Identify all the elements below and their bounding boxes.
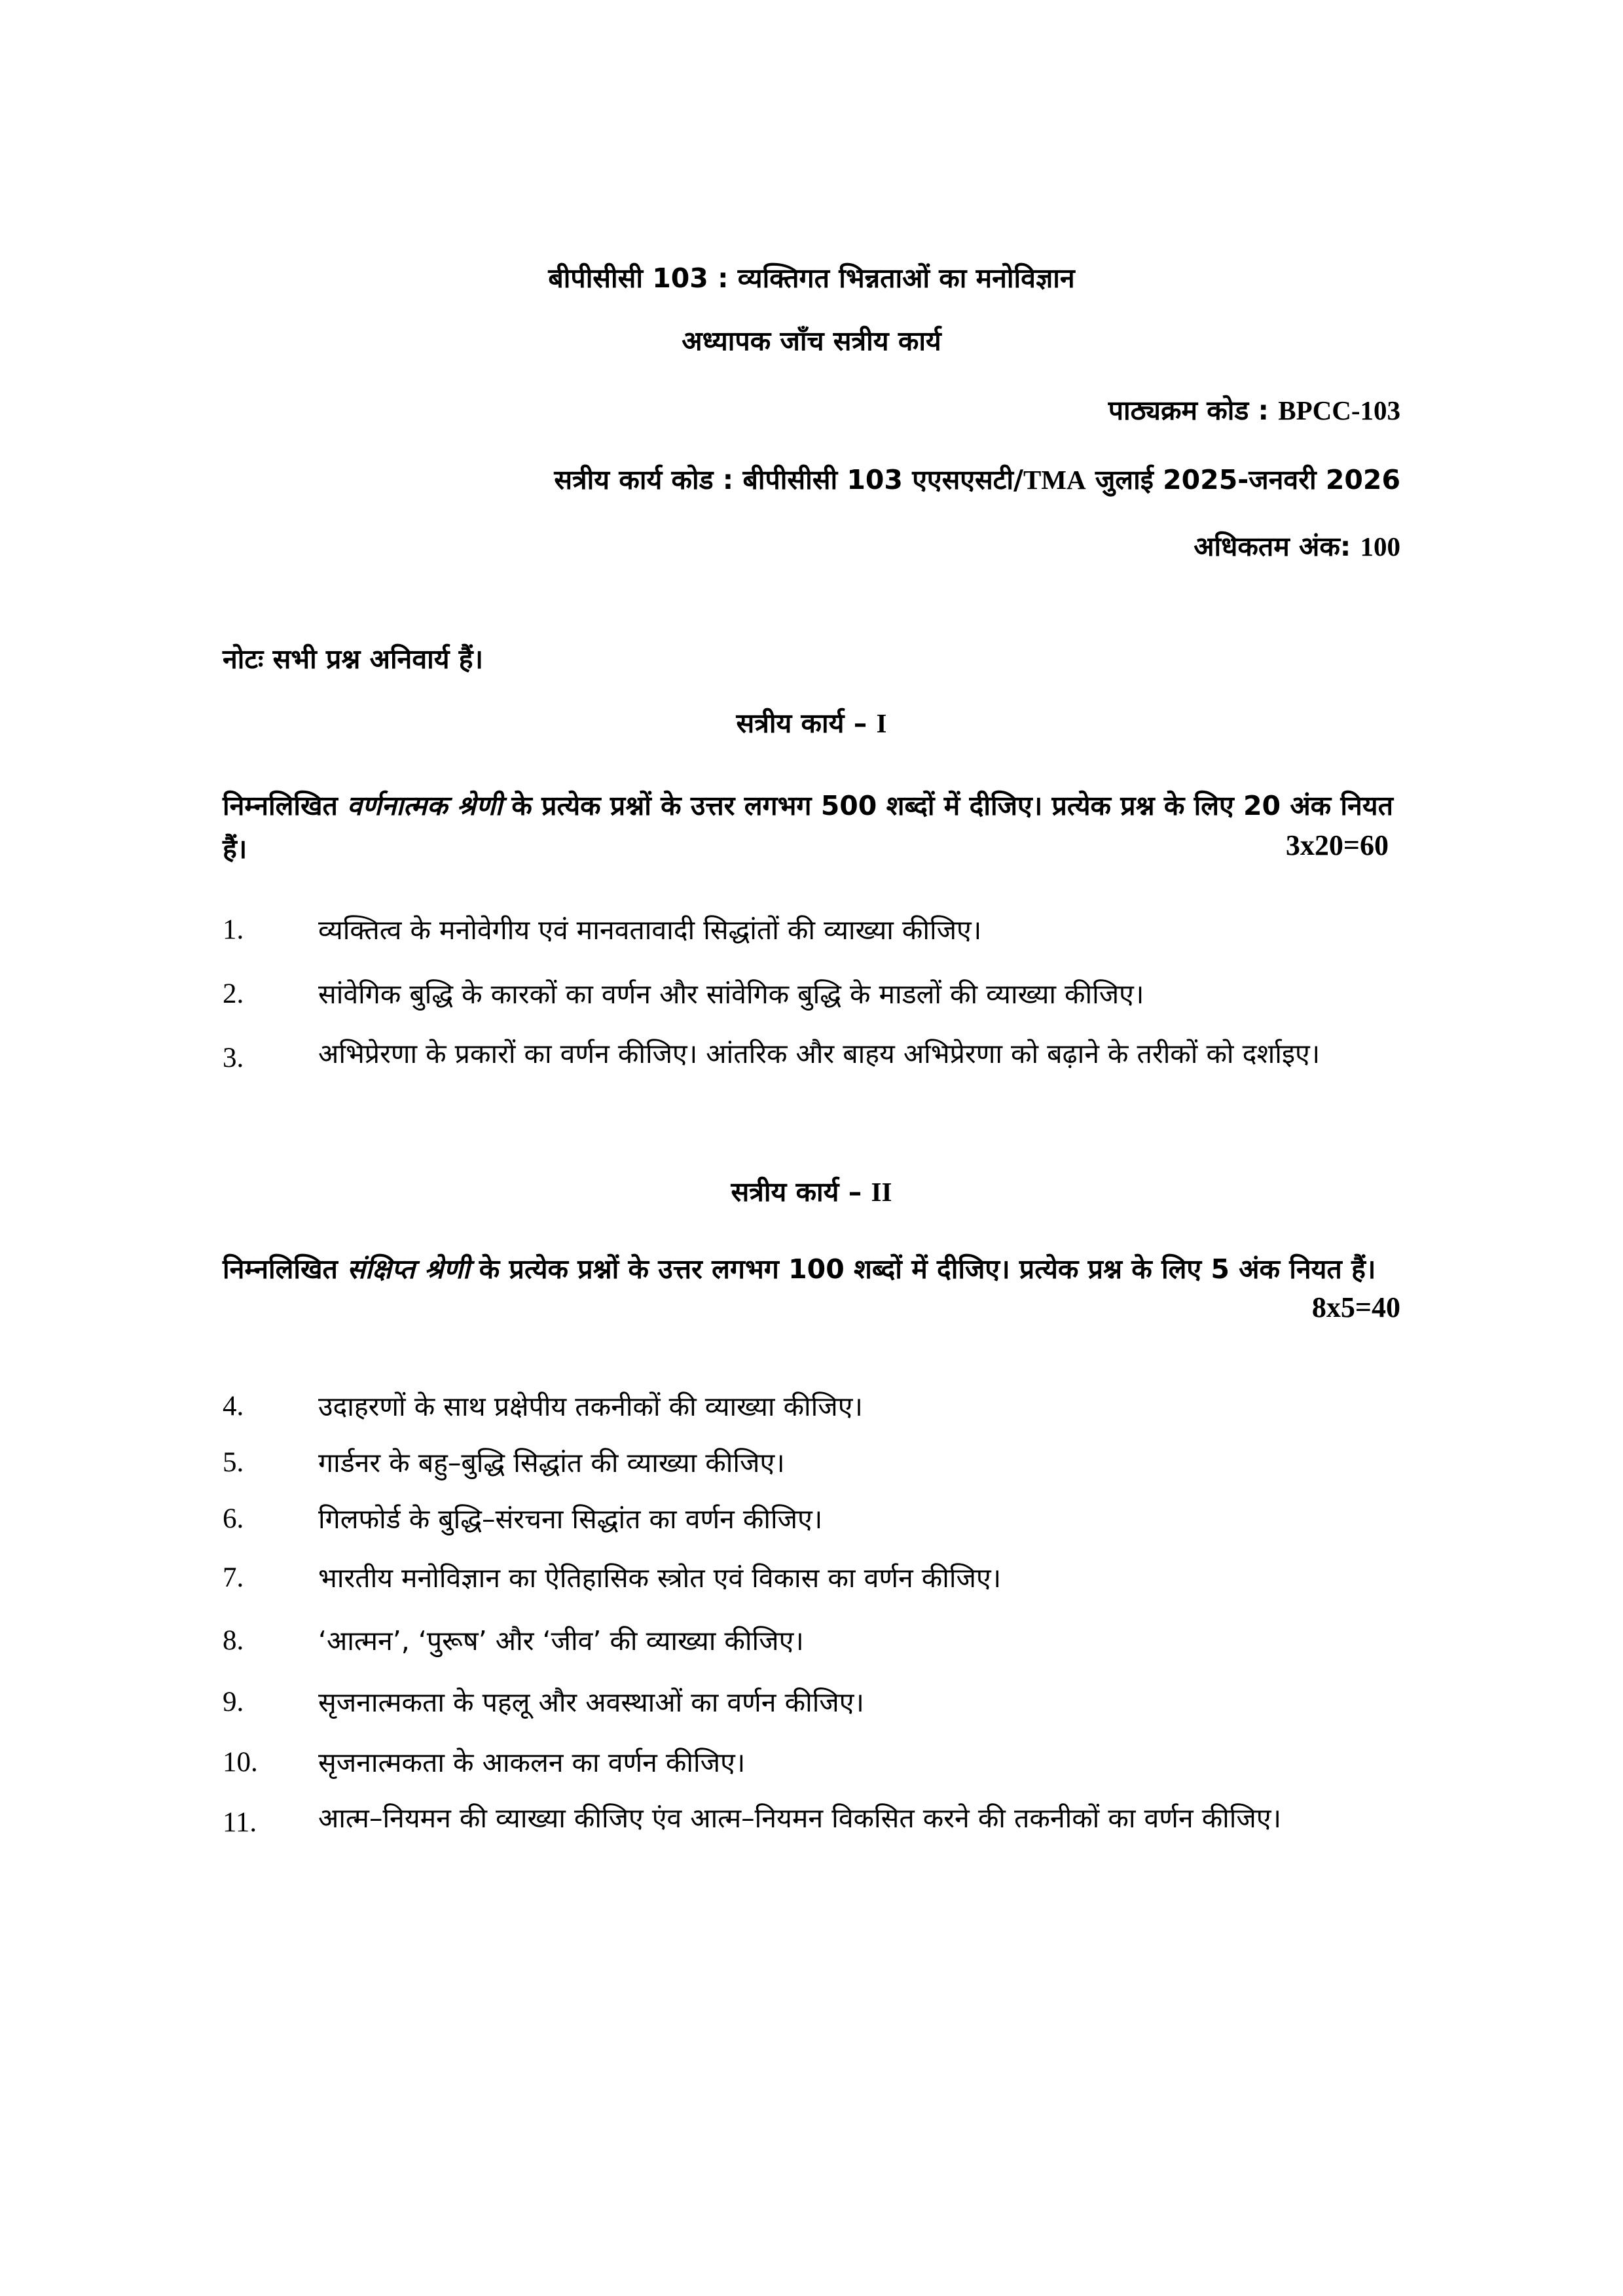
question-number: 1. — [223, 914, 244, 945]
course-code-label: पाठ्यक्रम कोड : — [1108, 395, 1269, 426]
assignment-code-line — [554, 461, 1400, 497]
question-text: अभिप्रेरणा के प्रकारों का वर्णन कीजिए। आंतरिक और बाहय अभिप्रेरणा को बढ़ाने के तरीकों को दर्शाइए। — [318, 1038, 1321, 1069]
question-text: सांवेगिक बुद्धि के कारकों का वर्णन और सांवेगिक बुद्धि के माडलों की व्याख्या कीजिए। — [318, 978, 1144, 1010]
question-text: उदाहरणों के साथ प्रक्षेपीय तकनीकों की व्याख्या कीजिए। — [318, 1391, 863, 1422]
question-number: 11. — [223, 1807, 257, 1838]
question-number: 9. — [223, 1687, 244, 1717]
category-label: वर्णनात्मक श्रेणी — [347, 790, 503, 821]
question-number: 4. — [223, 1391, 244, 1422]
category-label: संक्षिप्त श्रेणी — [347, 1253, 470, 1285]
course-code-value: BPCC-103 — [1278, 395, 1400, 425]
section-2-marks: 8x5=40 — [1311, 1291, 1400, 1323]
assignment-code-label: सत्रीय कार्य कोड : बीपीसीसी 103 एएसएसटी/ — [554, 464, 1023, 495]
question-text: व्यक्तित्व के मनोवेगीय एवं मानवतावादी सिद्धांतों की व्याख्या कीजिए। — [318, 914, 982, 946]
question-text: आत्म–नियमन की व्याख्या कीजिए एंव आत्म–नियमन विकसित करने की तकनीकों का वर्णन कीजिए। — [318, 1803, 1282, 1834]
question-text: ‘आत्मन’, ‘पुरूष’ और ‘जीव’ की व्याख्या कीजिए। — [318, 1625, 804, 1657]
max-marks-line — [1194, 528, 1400, 564]
section-1-marks: 3x20=60 — [1285, 829, 1389, 861]
question-number: 7. — [223, 1562, 244, 1593]
max-marks-label: अधिकतम अंक: — [1194, 531, 1351, 562]
question-text: गार्डनर के बहु–बुद्धि सिद्धांत की व्याख्या कीजिए। — [318, 1447, 785, 1479]
section-1-instructions: निम्नलिखित वर्णनात्मक श्रेणी के प्रत्येक प्रश्नों के उत्तर लगभग 500 शब्दों में दीजिए। प्रत्येक प्रश्न के लिए 20 अंक नियत हैं। — [223, 790, 1393, 865]
assignment-code-session: जुलाई 2025-जनवरी 2026 — [1095, 464, 1400, 495]
question-number: 2. — [223, 978, 244, 1009]
assignment-code-tma: TMA — [1023, 465, 1086, 495]
question-text: सृजनात्मकता के आकलन का वर्णन कीजिए। — [318, 1747, 746, 1778]
question-number: 5. — [223, 1447, 244, 1478]
section-title-1: सत्रीय कार्य – I — [736, 708, 887, 739]
question-text: सृजनात्मकता के पहलू और अवस्थाओं का वर्णन कीजिए। — [318, 1687, 864, 1718]
section-2-instructions: निम्नलिखित संक्षिप्त श्रेणी के प्रत्येक प्रश्नों के उत्तर लगभग 100 शब्दों में दीजिए। प्रत्येक प्रश्न के लिए 5 अंक नियत हैं। — [223, 1253, 1376, 1285]
document-title: बीपीसीसी 103 : व्यक्तिगत भिन्नताओं का मनोविज्ञान — [548, 262, 1075, 294]
question-text: गिलफोर्ड के बुद्धि–संरचना सिद्धांत का वर्णन कीजिए। — [318, 1503, 823, 1535]
question-number: 3. — [223, 1043, 244, 1073]
question-number: 10. — [223, 1747, 258, 1778]
question-number: 8. — [223, 1625, 244, 1656]
question-number: 6. — [223, 1503, 244, 1534]
section-title-2: सत्रीय कार्य – II — [731, 1176, 892, 1208]
note: नोटः सभी प्रश्न अनिवार्य हैं। — [223, 643, 484, 675]
max-marks-value: 100 — [1360, 531, 1400, 562]
document-subtitle: अध्यापक जाँच सत्रीय कार्य — [682, 325, 941, 357]
course-code-line — [1108, 391, 1400, 428]
question-text: भारतीय मनोविज्ञान का ऐतिहासिक स्त्रोत एवं विकास का वर्णन कीजिए। — [318, 1562, 1002, 1594]
